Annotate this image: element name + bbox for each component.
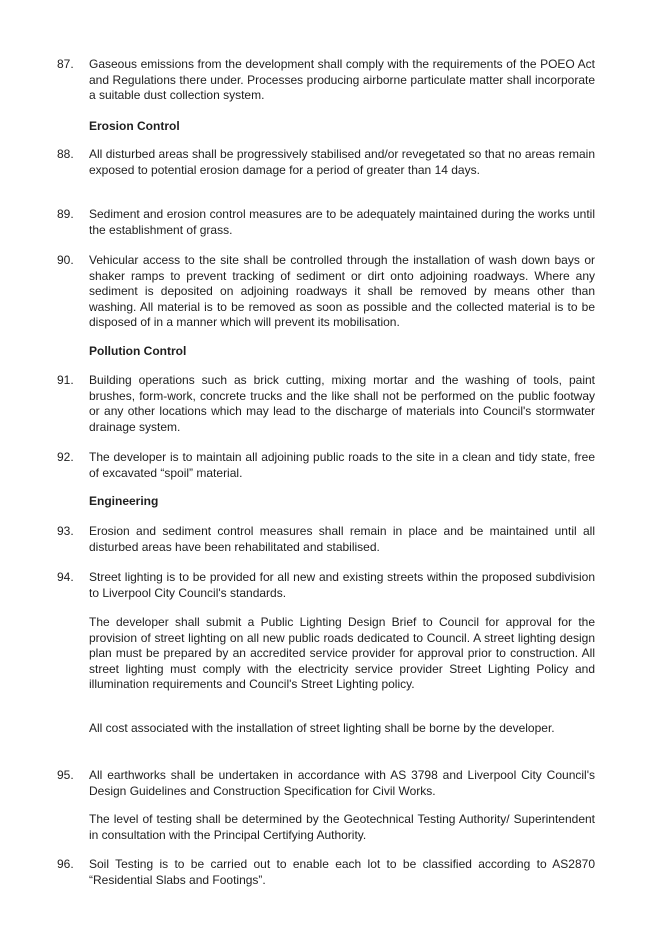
clause-number: 93.: [57, 524, 74, 538]
clause-93: [57, 524, 595, 555]
clause-89: [57, 207, 595, 238]
clause-text: The developer is to maintain all adjoining public roads to the site in a clean and tidy state, free of excavated “spoil” material.: [89, 450, 595, 480]
clause-number: 94.: [57, 570, 74, 584]
clause-text: Soil Testing is to be carried out to enable each lot to be classified according to AS2870 “Residential Slabs and Footings”.: [89, 857, 595, 887]
clause-text: Street lighting is to be provided for all new and existing streets within the proposed subdivision to Liverpool City Council's standards.: [89, 570, 595, 600]
heading-engineering: Engineering: [89, 494, 159, 508]
clause-92: [57, 450, 595, 481]
heading-pollution-control: Pollution Control: [89, 344, 187, 358]
clause-91: [57, 373, 595, 435]
heading-erosion-control: Erosion Control: [89, 119, 180, 133]
clause-text: Erosion and sediment control measures shall remain in place and be maintained until all disturbed areas have been rehabilitated and stabilised.: [89, 524, 595, 554]
clause-text: Gaseous emissions from the development shall comply with the requirements of the POEO Act and Regulations there under. Processes producing airborne particulate matter shall incorporate a suitable dust collection system.: [89, 57, 595, 102]
clause-87: [57, 57, 595, 104]
clause-number: 91.: [57, 373, 74, 387]
paragraph-lighting-cost: All cost associated with the installation of street lighting shall be borne by the developer.: [89, 721, 555, 735]
clause-88: [57, 147, 595, 178]
clause-number: 88.: [57, 147, 74, 161]
clause-94: [57, 570, 595, 601]
clause-text: All disturbed areas shall be progressively stabilised and/or revegetated so that no areas remain exposed to potential erosion damage for a period of greater than 14 days.: [89, 147, 595, 177]
clause-number: 87.: [57, 57, 74, 71]
clause-text: All earthworks shall be undertaken in accordance with AS 3798 and Liverpool City Council's Design Guidelines and Construction Specification for Civil Works.: [89, 768, 595, 798]
clause-number: 90.: [57, 253, 74, 267]
paragraph-testing-level: The level of testing shall be determined by the Geotechnical Testing Authority/ Superintendent in consultation with the Principal Certifying Authority.: [89, 812, 595, 842]
clause-96: [57, 857, 595, 888]
clause-number: 92.: [57, 450, 74, 464]
clause-text: Sediment and erosion control measures are to be adequately maintained during the works until the establishment of grass.: [89, 207, 595, 237]
clause-90: [57, 253, 595, 331]
clause-text: Building operations such as brick cutting, mixing mortar and the washing of tools, paint brushes, form-work, concrete trucks and the like shall not be performed on the public footway or any other locations which may lead to the discharge of materials into Council's stormwater drainage system.: [89, 373, 595, 434]
clause-number: 89.: [57, 207, 74, 221]
paragraph-lighting-brief: The developer shall submit a Public Lighting Design Brief to Council for approval for the provision of street lighting on all new public roads dedicated to Council. A street lighting design plan must be prepared by an accredited service provider for approval prior to construction. All street lighting must comply with the electricity service provider Street Lighting Policy and illumination requirements and Council's Street Lighting policy.: [89, 615, 595, 691]
clause-95: [57, 768, 595, 799]
clause-text: Vehicular access to the site shall be controlled through the installation of wash down bays or shaker ramps to prevent tracking of sediment or dirt onto adjoining roadways. Where any sediment is deposited on adjoining roadways it shall be removed by means other than washing. All material is to be removed as soon as possible and the collected material is to be disposed of in a manner which will prevent its mobilisation.: [89, 253, 595, 329]
clause-number: 96.: [57, 857, 74, 871]
clause-number: 95.: [57, 768, 74, 782]
